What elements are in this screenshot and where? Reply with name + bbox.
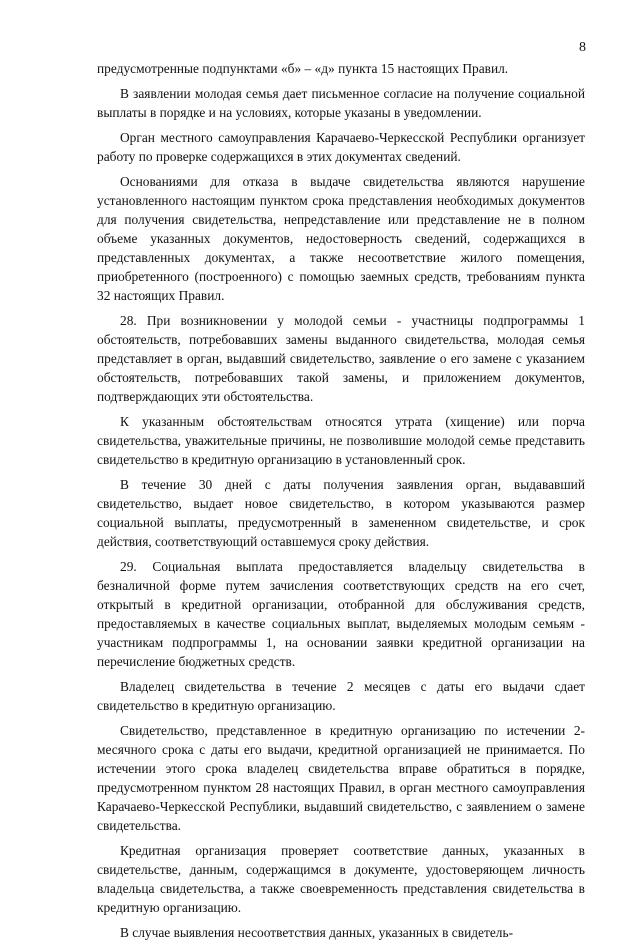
paragraph-mismatch: В случае выявления несоответствия данных, указанных в свидетель- [120,925,514,940]
paragraph-new-certificate: В течение 30 дней с даты получения заявления орган, выдававший свидетельство, выдает новое свидетельство, в котором указываются размер социальной выплаты, предусмотренный в замененном свидетельстве, и срок действия, соответствующий оставшемуся сроку действия. [97,477,585,549]
page-number: 8 [579,40,586,55]
paragraph-item-29: 29. Социальная выплата предоставляется владельцу свидетельства в безналичной форме путем зачисления соответствующих средств на его счет, открытый в кредитной организации, отобранной для обслуживания средств, предоставляемых в качестве социальных выплат, выделяемых молодым семьям - участникам подпрограммы 1, на основании заявки кредитной организации на перечисление бюджетных средств. [97,559,585,669]
paragraph-consent: В заявлении молодая семья дает письменное согласие на получение социальной выплаты в порядке и на условиях, которые указаны в уведомлении. [97,86,585,120]
paragraph-item-28: 28. При возникновении у молодой семьи - участницы подпрограммы 1 обстоятельств, потребовавших замены выданного свидетельства, молодая семья представляет в орган, выдавший свидетельство, заявление о его замене с указанием обстоятельств, потребовавших такой замены, и приложением документов, подтверждающих эти обстоятельства. [97,313,585,404]
paragraph-submission-deadline: Владелец свидетельства в течение 2 месяцев с даты его выдачи сдает свидетельство в кредитную организацию. [97,679,585,713]
paragraph-continuation: предусмотренные подпунктами «б» – «д» пункта 15 настоящих Правил. [97,61,509,76]
paragraph-circumstances: К указанным обстоятельствам относятся утрата (хищение) или порча свидетельства, уважительные причины, не позволившие молодой семье представить свидетельство в кредитную организацию в установленный срок. [97,414,585,467]
paragraph-bank-check: Кредитная организация проверяет соответствие данных, указанных в свидетельстве, данным, содержащимся в документе, удостоверяющем личность владельца свидетельства, а также своевременность представления свидетельства в кредитную организацию. [97,843,585,915]
document-body [97,59,585,948]
paragraph-verification: Орган местного самоуправления Карачаево-Черкесской Республики организует работу по проверке содержащихся в этих документах сведений. [97,130,585,164]
paragraph-refusal-grounds: Основаниями для отказа в выдаче свидетельства являются нарушение установленного настоящим пунктом срока представления необходимых документов для получения свидетельства, непредставление или представление не в полном объеме указанных документов, недостоверность сведений, содержащихся в представленных документах, а также несоответствие жилого помещения, приобретенного (построенного) с помощью заемных средств, требованиям пункта 32 настоящих Правил. [97,174,585,303]
paragraph-expired-certificate: Свидетельство, представленное в кредитную организацию по истечении 2-месячного срока с даты его выдачи, кредитной организацией не принимается. По истечении этого срока владелец свидетельства вправе обратиться в порядке, предусмотренном пунктом 28 настоящих Правил, в орган местного самоуправления Карачаево-Черкесской Республики, выдавший свидетельство, с заявлением о замене свидетельства. [97,723,585,833]
